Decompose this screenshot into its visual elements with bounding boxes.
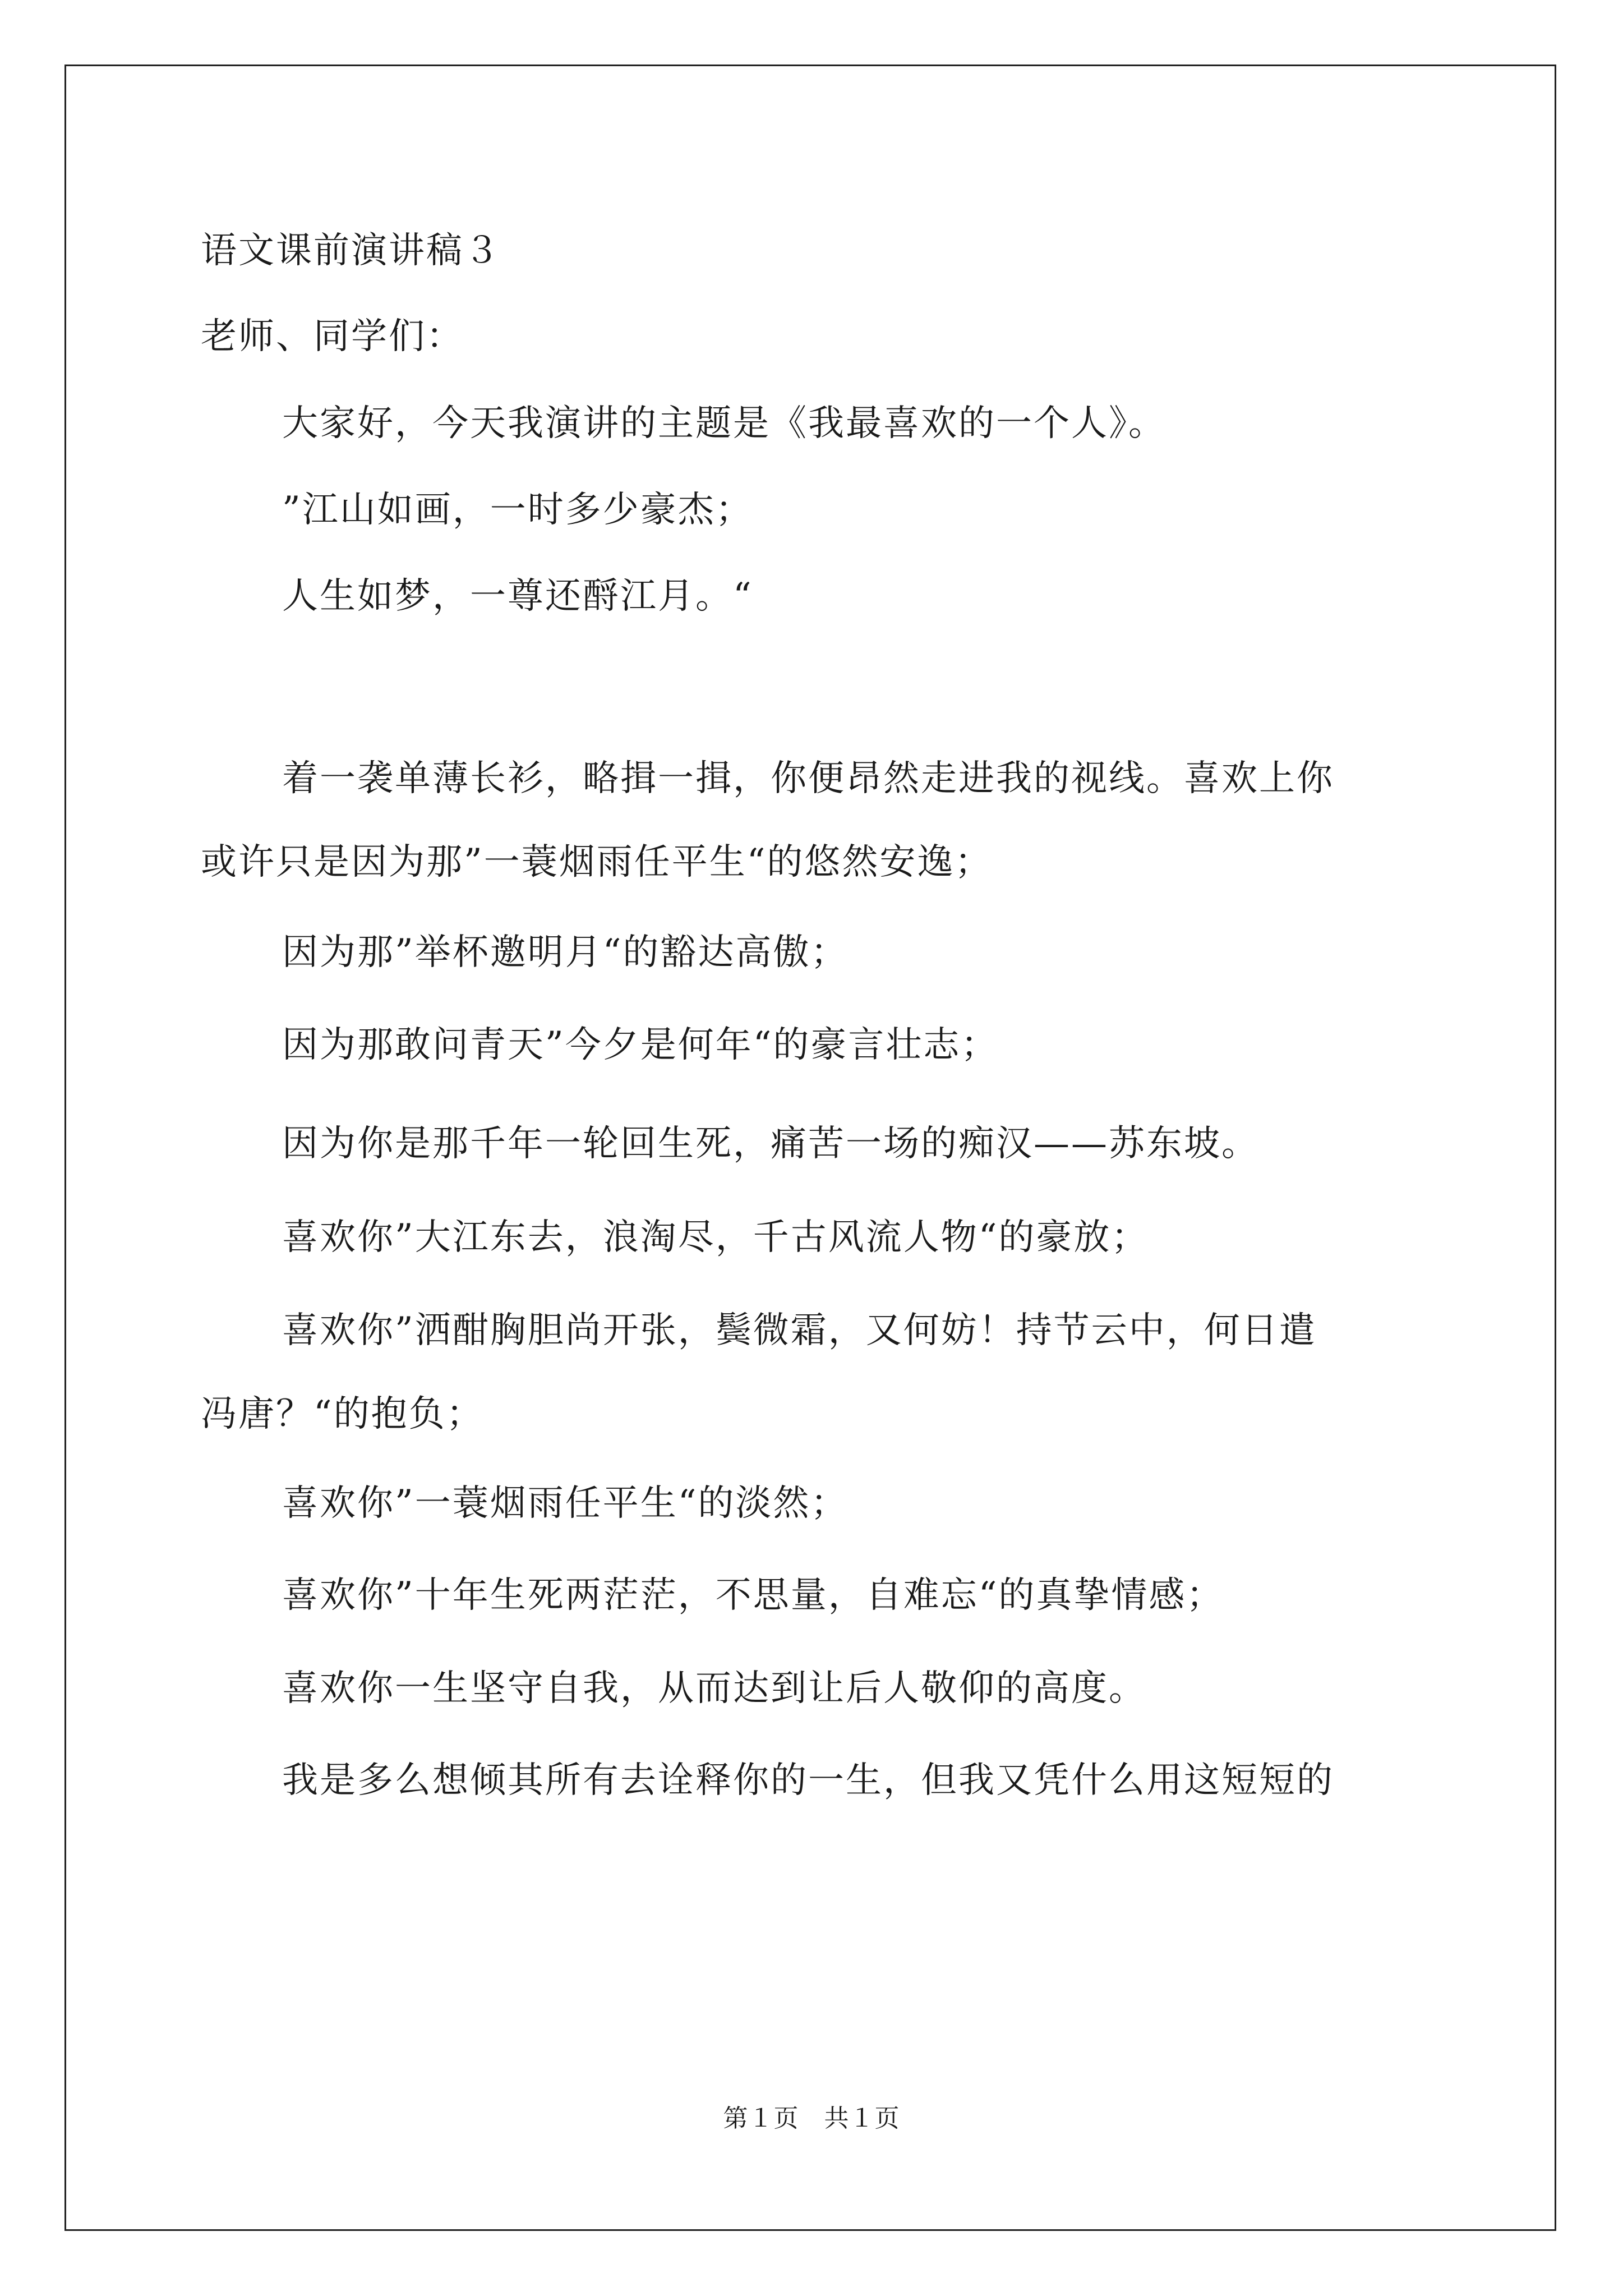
paragraph-line: ”江山如画，一时多少豪杰； (282, 489, 753, 531)
paragraph-line: 喜欢你”大江东去，浪淘尽，千古风流人物“的豪放； (282, 1217, 1149, 1258)
paragraph-line: 或许只是因为那”一蓑烟雨任平生“的悠然安逸； (201, 841, 993, 883)
paragraph-line: 人生如梦，一尊还酹江月。“ (282, 576, 753, 617)
paragraph-line: 大家好，今天我演讲的主题是《我最喜欢的一个人》。 (282, 403, 1166, 444)
paragraph-line: 喜欢你”一蓑烟雨任平生“的淡然； (282, 1483, 849, 1524)
paragraph-line: 喜欢你一生坚守自我，从而达到让后人敬仰的高度。 (282, 1668, 1146, 1709)
salutation: 老师、同学们： (201, 316, 464, 357)
paragraph-line: 因为你是那千年一轮回生死，痛苦一场的痴汉——苏东坡。 (282, 1123, 1259, 1165)
paragraph-line: 着一袭单薄长衫，略揖一揖，你便昂然走进我的视线。喜欢上你 (282, 758, 1334, 799)
paragraph-line: 因为那敢问青天”今夕是何年“的豪言壮志； (282, 1024, 999, 1066)
page-footer: 第１页 共１页 (723, 2104, 900, 2133)
document-title: 语文课前演讲稿３ (201, 230, 501, 272)
paragraph-line: 冯唐？“的抱负； (201, 1393, 484, 1435)
paragraph-line: 喜欢你”十年生死两茫茫，不思量，自难忘“的真挚情感； (282, 1575, 1224, 1616)
paragraph-line: 我是多么想倾其所有去诠释你的一生，但我又凭什么用这短短的 (282, 1760, 1334, 1801)
paragraph-line: 喜欢你”洒酣胸胆尚开张，鬓微霜，又何妨！持节云中，何日遣 (282, 1310, 1317, 1351)
paragraph-line: 因为那”举杯邀明月“的豁达高傲； (282, 932, 849, 973)
